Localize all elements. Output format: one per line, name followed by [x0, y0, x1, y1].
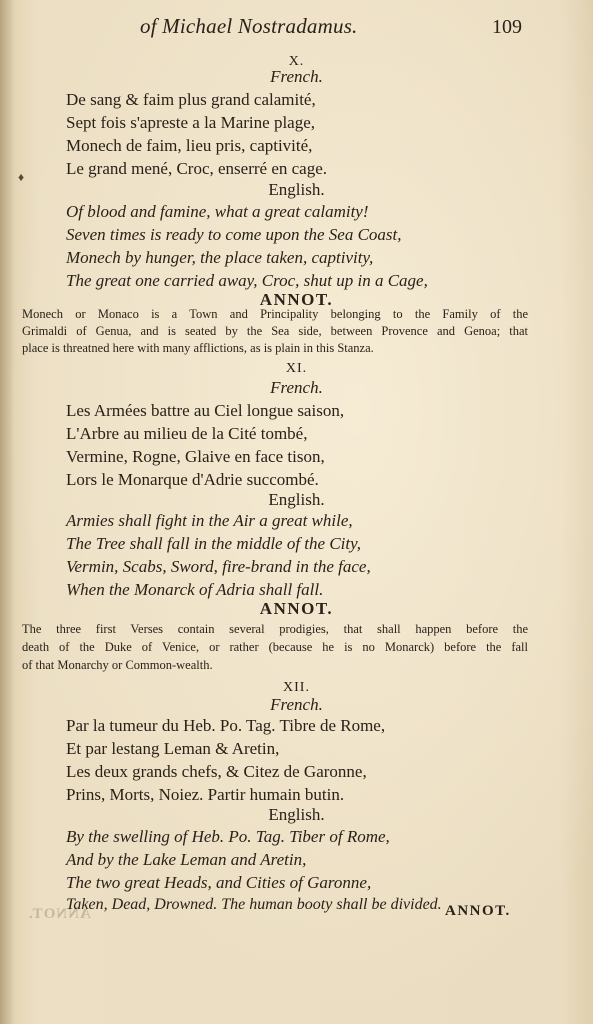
english-verse-line: Seven times is ready to come upon the Sea Coast,	[66, 225, 402, 244]
english-verse-line: When the Monarck of Adria shall fall.	[66, 580, 324, 599]
english-verse-line: By the swelling of Heb. Po. Tag. Tiber of Rome,	[66, 827, 390, 846]
annot-text-line: death of the Duke of Venice, or rather (because he is no Monarck) before the fall	[22, 640, 528, 654]
french-verse-line: Vermine, Rogne, Glaive en face tison,	[66, 447, 325, 466]
annot-text-line: of that Monarchy or Common-wealth.	[22, 658, 213, 672]
french-verse-line: Sept fois s'apreste a la Marine plage,	[66, 113, 316, 132]
annot-text-line: The three first Verses contain several prodigies, that shall happen before the	[22, 622, 528, 636]
french-heading: French.	[270, 695, 323, 714]
french-verse-line: Par la tumeur du Heb. Po. Tag. Tibre de Rome,	[66, 716, 386, 735]
annot-heading: ANNOT.	[259, 599, 334, 618]
french-verse-line: Le grand mené, Croc, enserré en cage.	[66, 159, 328, 178]
french-verse-line: De sang & faim plus grand calamité,	[66, 90, 316, 109]
french-verse-line: Lors le Monarque d'Adrie succombé.	[66, 470, 319, 489]
english-verse-line: Taken, Dead, Drowned. The human booty shall be divided.	[66, 896, 442, 913]
english-verse-line: Of blood and famine, what a great calamity!	[66, 202, 369, 221]
french-heading: French.	[270, 378, 323, 397]
stanza-number: XII.	[283, 680, 310, 695]
english-heading: English.	[268, 490, 325, 509]
running-header-title: of Michael Nostradamus.	[140, 14, 358, 38]
french-verse-line: Et par lestang Leman & Aretin,	[66, 739, 280, 758]
bleed-through-text: ANNOT.	[28, 906, 91, 922]
annot-text-line: Grimaldi of Genua, and is seated by the Sea side, between Provence and Genoa; that	[22, 324, 528, 338]
page-gutter-shadow	[0, 0, 14, 1024]
stanza-number: XI.	[285, 361, 308, 376]
english-verse-line: Armies shall fight in the Air a great while,	[66, 511, 353, 530]
french-heading: French.	[270, 67, 323, 86]
stanza-number: X.	[288, 54, 305, 69]
french-verse-line: Monech de faim, lieu pris, captivité,	[66, 136, 313, 155]
catchword: ANNOT.	[445, 903, 511, 919]
english-heading: English.	[268, 180, 325, 199]
annot-text-line: Monech or Monaco is a Town and Principality belonging to the Family of the	[22, 307, 528, 321]
french-verse-line: L'Arbre au milieu de la Cité tombé,	[66, 424, 308, 443]
french-verse-line: Prins, Morts, Noiez. Partir humain butin.	[66, 785, 345, 804]
english-heading: English.	[268, 805, 325, 824]
english-verse-line: And by the Lake Leman and Aretin,	[66, 850, 307, 869]
english-verse-line: The Tree shall fall in the middle of the City,	[66, 534, 361, 553]
english-verse-line: The two great Heads, and Cities of Garonne,	[66, 873, 372, 892]
page-number: 109	[492, 16, 522, 38]
annot-heading: ANNOT.	[259, 290, 334, 309]
margin-mark: ♦	[18, 170, 25, 184]
french-verse-line: Les deux grands chefs, & Citez de Garonne,	[66, 762, 367, 781]
english-verse-line: The great one carried away, Croc, shut up in a Cage,	[66, 271, 428, 290]
french-verse-line: Les Armées battre au Ciel longue saison,	[66, 401, 345, 420]
annot-text-line: place is threatned here with many afflictions, as is plain in this Stanza.	[22, 341, 374, 355]
english-verse-line: Monech by hunger, the place taken, captivity,	[66, 248, 374, 267]
english-verse-line: Vermin, Scabs, Sword, fire-brand in the face,	[66, 557, 371, 576]
